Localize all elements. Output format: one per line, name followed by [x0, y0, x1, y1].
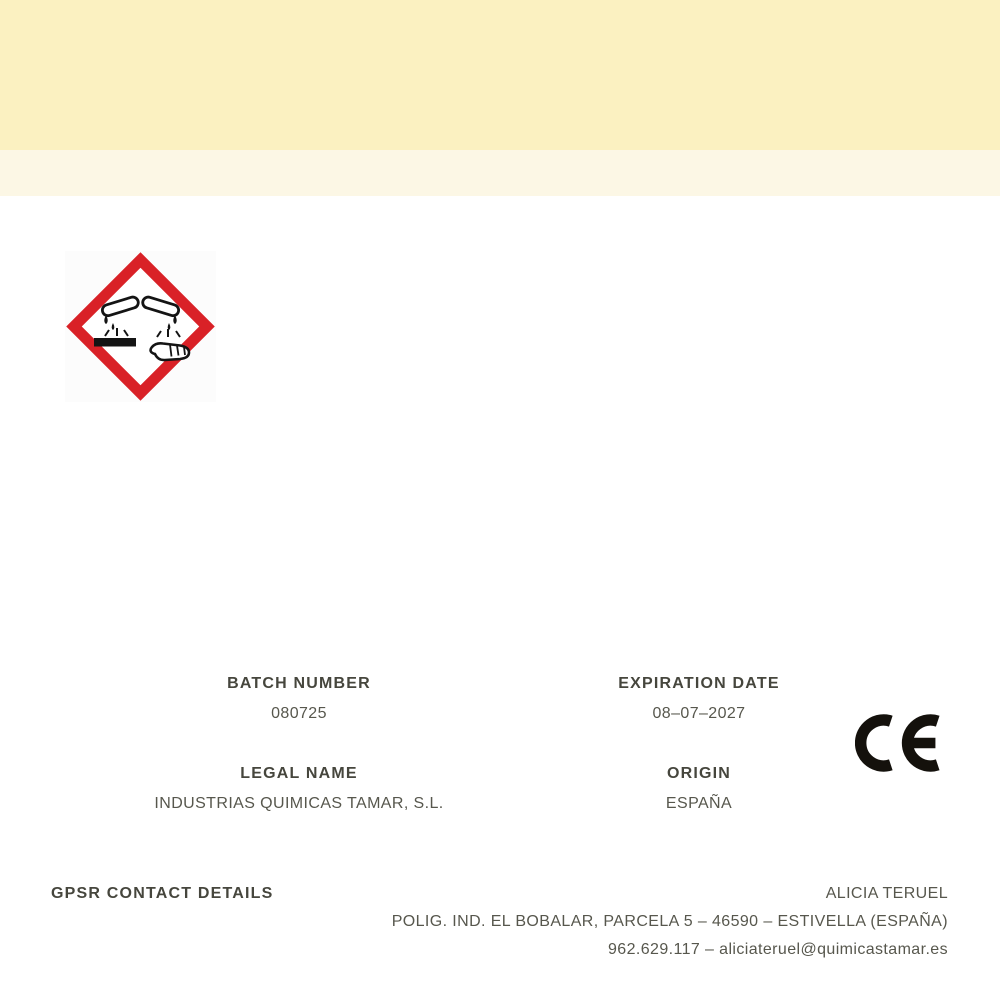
- ghs05-corrosive-icon: [65, 251, 216, 402]
- legal-name-label: LEGAL NAME: [240, 765, 358, 782]
- gpsr-contact-address: POLIG. IND. EL BOBALAR, PARCELA 5 – 46590 – ESTIVELLA (ESPAÑA): [391, 913, 948, 930]
- batch-number-value: 080725: [271, 705, 327, 722]
- gpsr-contact-person: ALICIA TERUEL: [825, 885, 948, 902]
- expiration-date-label: EXPIRATION DATE: [618, 675, 780, 692]
- origin-value: ESPAÑA: [665, 795, 733, 812]
- expiration-date-value: 08–07–2027: [652, 705, 746, 722]
- ce-mark-icon: [855, 711, 945, 775]
- gpsr-contact-label: GPSR CONTACT DETAILS: [51, 885, 274, 902]
- gpsr-contact-phone-email: 962.629.117 – aliciateruel@quimicastamar.es: [608, 941, 948, 958]
- gpsr-section: [0, 0, 1000, 150]
- legal-name-value: INDUSTRIAS QUIMICAS TAMAR, S.L.: [154, 795, 444, 812]
- origin-label: ORIGIN: [666, 765, 732, 782]
- batch-number-label: BATCH NUMBER: [227, 675, 371, 692]
